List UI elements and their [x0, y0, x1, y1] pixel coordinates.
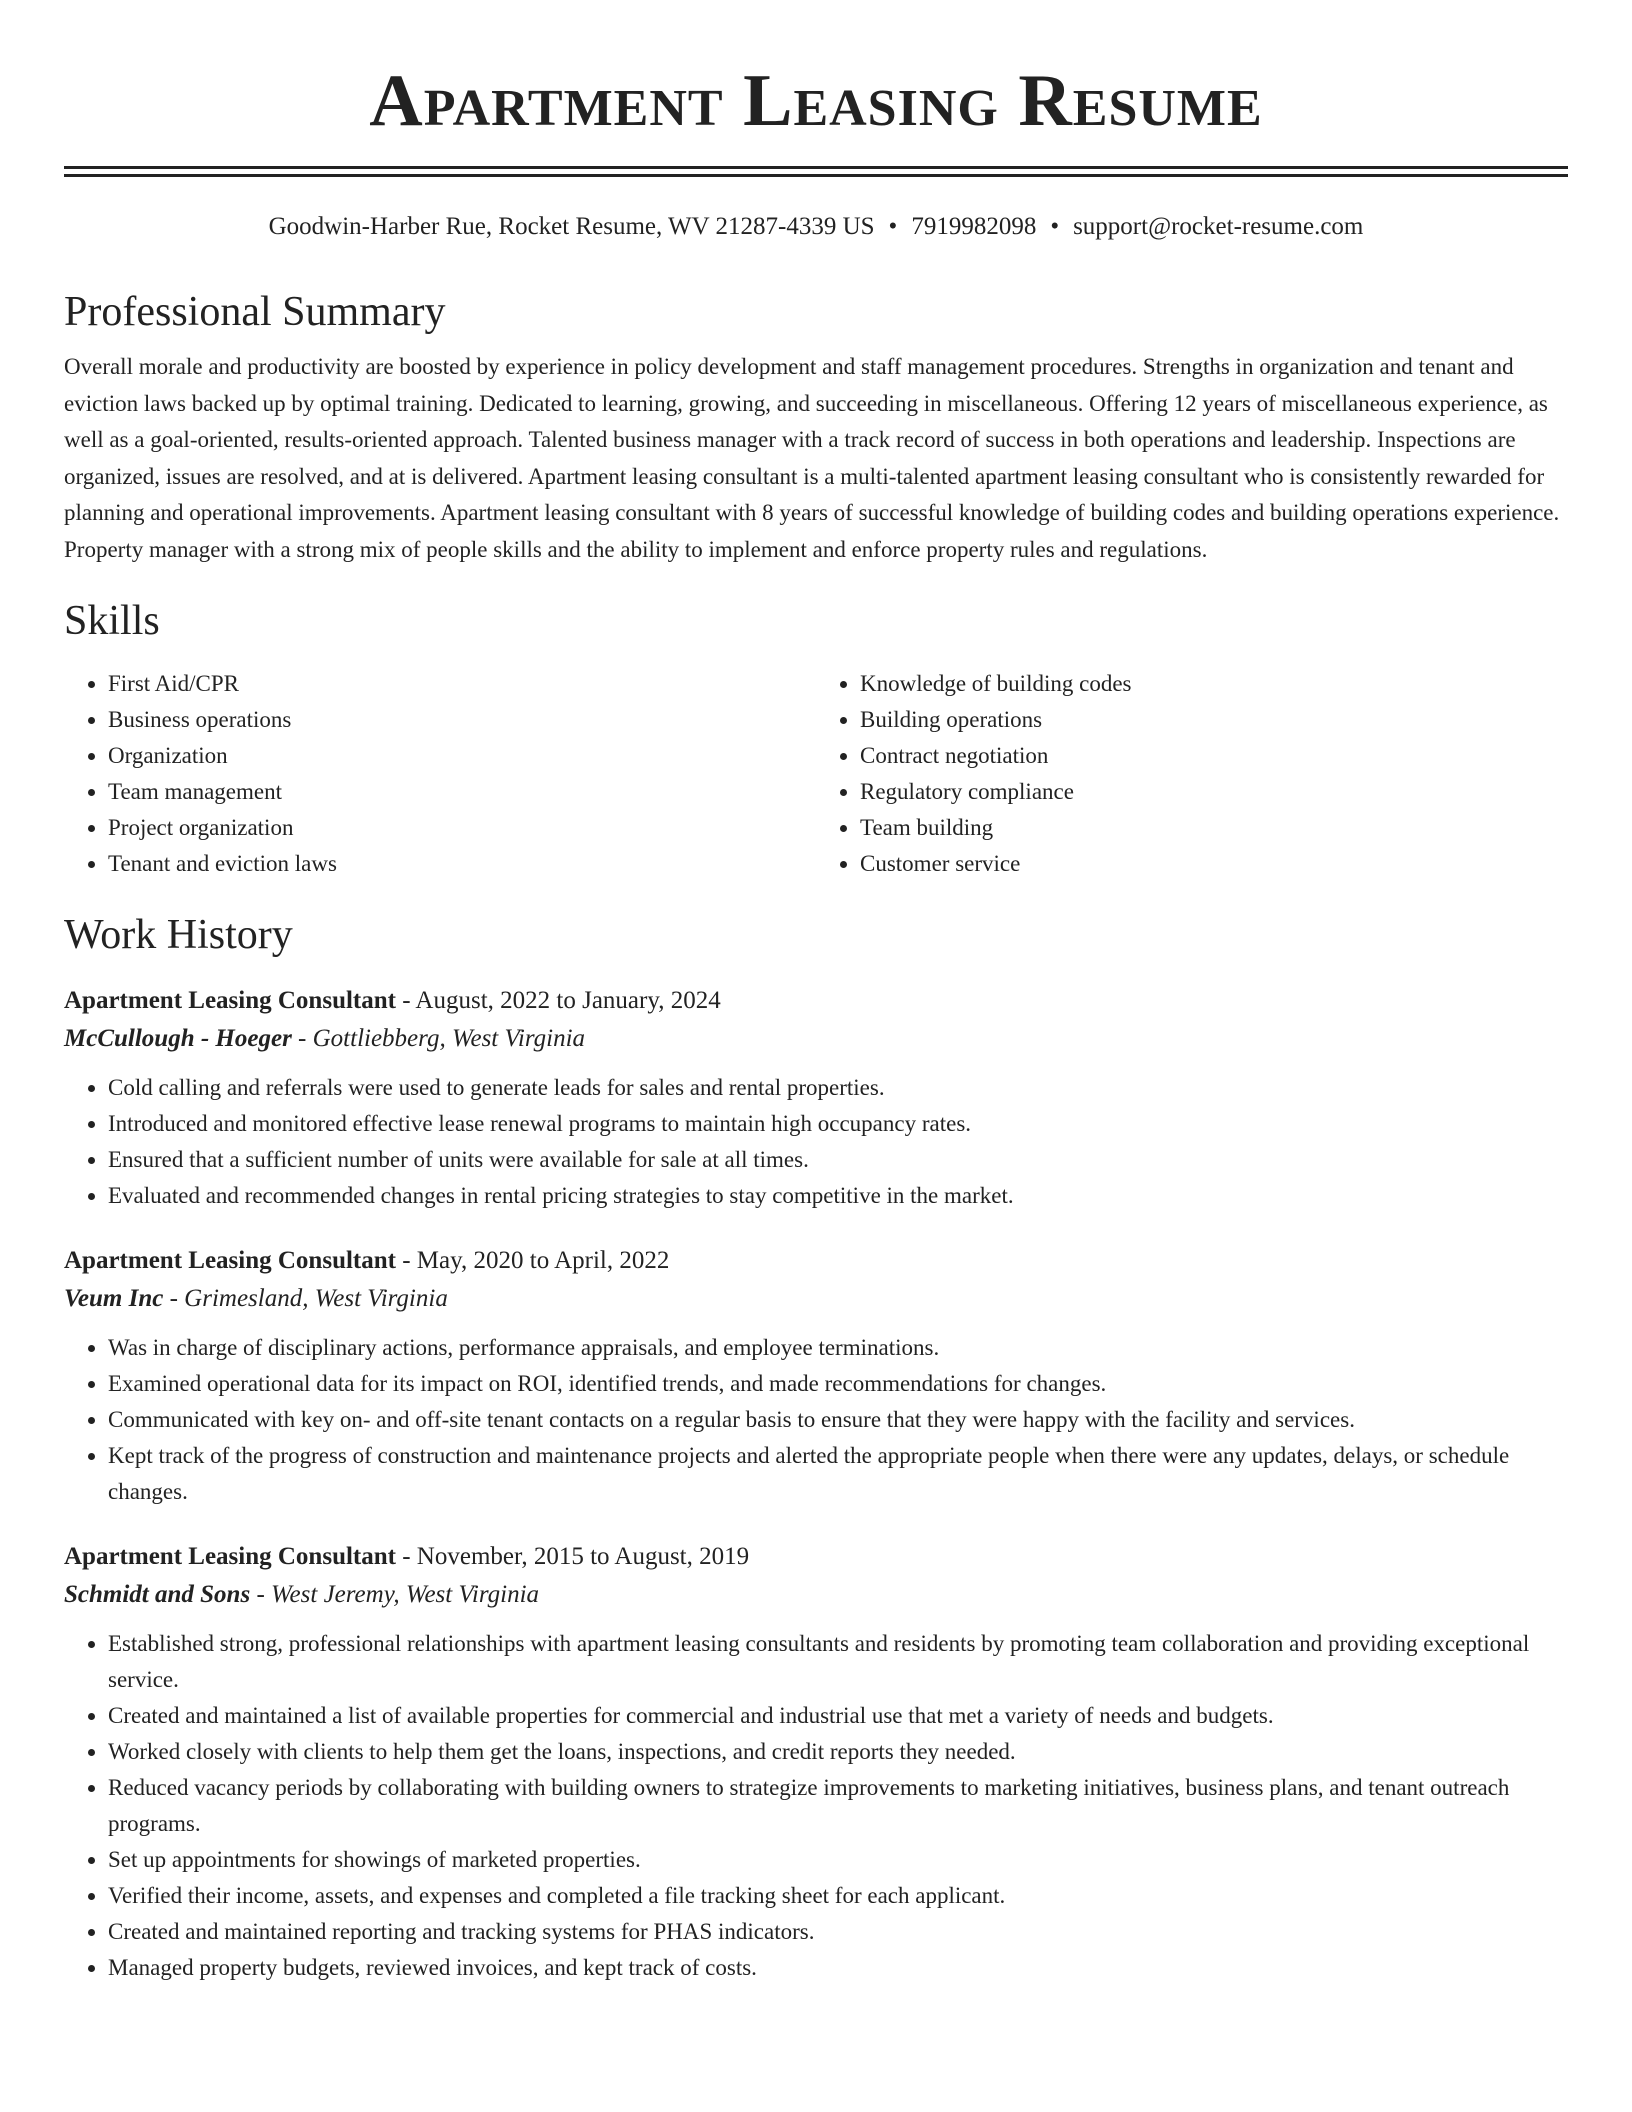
job-entry: [64, 1242, 1568, 1510]
skills-list-left: [64, 666, 816, 882]
contact-email: support@rocket-resume.com: [1073, 213, 1364, 240]
title-double-rule: [64, 166, 1568, 177]
skill-item: • Contract negotiation: [860, 738, 1568, 774]
job-bullet: • Examined operational data for its impact on ROI, identified trends, and made recommendations for changes.: [108, 1366, 1568, 1402]
summary-text: Overall morale and productivity are boosted by experience in policy development and staff management procedures. Strengths in organization and tenant and eviction laws backed up by optimal training. Dedicated to learning, growing, and succeeding in miscellaneous. Offering 12 years of miscellaneous experience, as well as a goal-oriented, results-oriented approach. Talented business manager with a track record of success in both operations and leadership. Inspections are organized, issues are resolved, and at is delivered. Apartment leasing consultant is a multi-talented apartment leasing consultant who is consistently rewarded for planning and operational improvements. Apartment leasing consultant with 8 years of successful knowledge of building codes and building operations experience. Property manager with a strong mix of people skills and the ability to implement and enforce property rules and regulations.: [64, 354, 1560, 562]
skill-item: • First Aid/CPR: [108, 666, 816, 702]
job-company-line: [64, 1020, 1568, 1058]
job-bullets: [64, 1070, 1568, 1214]
skill-item: • Knowledge of building codes: [860, 666, 1568, 702]
job-bullet: • Set up appointments for showings of marketed properties.: [108, 1842, 1568, 1878]
summary-heading: Professional Summary: [64, 289, 446, 335]
job-title-line: [64, 1538, 1568, 1576]
skill-item: • Project organization: [108, 810, 816, 846]
skill-item: • Organization: [108, 738, 816, 774]
job-bullet: • Evaluated and recommended changes in rental pricing strategies to stay competitive in the market.: [108, 1178, 1568, 1214]
job-title-line: [64, 982, 1568, 1020]
job-company: Schmidt and Sons: [64, 1581, 251, 1608]
job-dates: - May, 2020 to April, 2022: [395, 1247, 670, 1274]
job-bullet: • Communicated with key on- and off-site tenant contacts on a regular basis to ensure that they were happy with the facility and services.: [108, 1402, 1568, 1438]
job-bullet: • Introduced and monitored effective lease renewal programs to maintain high occupancy rates.: [108, 1106, 1568, 1142]
job-dates: - November, 2015 to August, 2019: [395, 1543, 750, 1570]
contact-address: Goodwin-Harber Rue, Rocket Resume, WV 21287-4339 US: [268, 213, 875, 240]
contact-separator: •: [1050, 213, 1060, 240]
job-bullets: [64, 1330, 1568, 1510]
skill-item: • Business operations: [108, 702, 816, 738]
job-bullet: • Kept track of the progress of construction and maintenance projects and alerted the appropriate people when there were any updates, delays, or schedule changes.: [108, 1438, 1568, 1510]
job-company: Veum Inc: [64, 1285, 164, 1312]
job-bullet: • Managed property budgets, reviewed invoices, and kept track of costs.: [108, 1950, 1568, 1986]
job-bullet: • Verified their income, assets, and expenses and completed a file tracking sheet for each applicant.: [108, 1878, 1568, 1914]
job-entry: [64, 982, 1568, 1214]
job-bullets: [64, 1626, 1568, 1986]
job-bullet: • Created and maintained reporting and tracking systems for PHAS indicators.: [108, 1914, 1568, 1950]
resume-title: Apartment Leasing Resume: [369, 60, 1263, 142]
skill-item: • Building operations: [860, 702, 1568, 738]
job-bullet: • Was in charge of disciplinary actions, performance appraisals, and employee terminations.: [108, 1330, 1568, 1366]
skill-item: • Team building: [860, 810, 1568, 846]
contact-line: [64, 211, 1568, 243]
job-dates: - August, 2022 to January, 2024: [395, 987, 721, 1014]
job-company: McCullough - Hoeger: [64, 1025, 292, 1052]
job-bullet: • Established strong, professional relationships with apartment leasing consultants and residents by promoting team collaboration and providing exceptional service.: [108, 1626, 1568, 1698]
contact-separator: •: [888, 213, 898, 240]
job-bullet: • Created and maintained a list of available properties for commercial and industrial use that met a variety of needs and budgets.: [108, 1698, 1568, 1734]
contact-phone: 7919982098: [911, 213, 1037, 240]
job-bullet: • Cold calling and referrals were used to generate leads for sales and rental properties.: [108, 1070, 1568, 1106]
job-bullet: • Ensured that a sufficient number of units were available for sale at all times.: [108, 1142, 1568, 1178]
job-role: Apartment Leasing Consultant: [64, 987, 396, 1014]
skill-item: • Customer service: [860, 846, 1568, 882]
job-location: - Gottliebberg, West Virginia: [291, 1025, 586, 1052]
skill-item: • Tenant and eviction laws: [108, 846, 816, 882]
job-bullet: • Reduced vacancy periods by collaborating with building owners to strategize improvements to marketing initiatives, business plans, and tenant outreach programs.: [108, 1770, 1568, 1842]
job-title-line: [64, 1242, 1568, 1280]
work-history-heading: Work History: [64, 912, 293, 958]
job-entry: [64, 1538, 1568, 1986]
job-role: Apartment Leasing Consultant: [64, 1543, 396, 1570]
job-role: Apartment Leasing Consultant: [64, 1247, 396, 1274]
job-bullet: • Worked closely with clients to help them get the loans, inspections, and credit reports they needed.: [108, 1734, 1568, 1770]
skill-item: • Team management: [108, 774, 816, 810]
skills-heading: Skills: [64, 598, 160, 644]
job-location: - West Jeremy, West Virginia: [250, 1581, 540, 1608]
job-company-line: [64, 1280, 1568, 1318]
skill-item: • Regulatory compliance: [860, 774, 1568, 810]
skills-list-right: [816, 666, 1568, 882]
skills-columns: [64, 666, 1568, 882]
job-location: - Grimesland, West Virginia: [163, 1285, 448, 1312]
job-company-line: [64, 1576, 1568, 1614]
